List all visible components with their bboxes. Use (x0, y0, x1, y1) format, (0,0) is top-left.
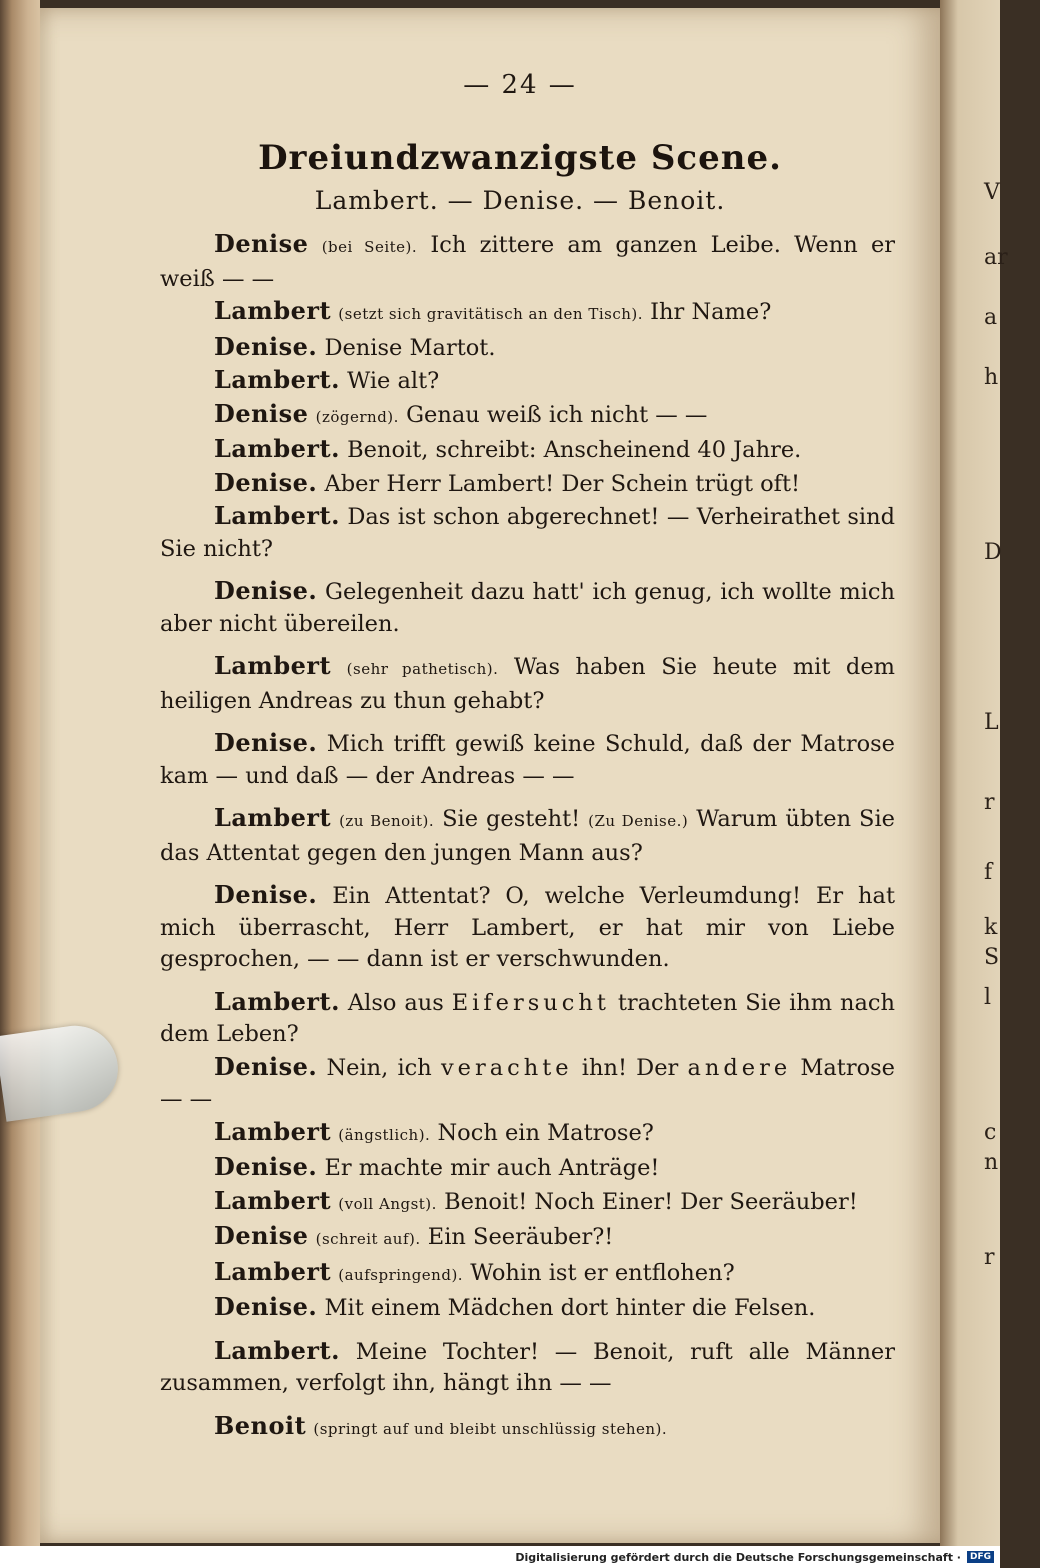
dialogue-entry (160, 986, 895, 1051)
next-page-glyph: c (984, 1120, 997, 1145)
dialogue-text: Benoit! Noch Einer! Der Seeräuber! (444, 1188, 858, 1215)
dialogue-text: Matrose — — (160, 1054, 895, 1112)
dialogue-text: ihn! Der (581, 1054, 679, 1081)
dialogue-entry (160, 433, 895, 467)
speaker-name: Lambert (214, 651, 332, 680)
dialogue-entry (160, 802, 895, 869)
next-page-glyph: V (984, 180, 1000, 205)
speaker-name: Lambert. (214, 501, 340, 530)
speaker-name: Lambert. (214, 365, 340, 394)
dialogue-text: Gelegenheit dazu hatt' ich genug, ich wollte mich aber nicht übereilen. (160, 579, 896, 637)
dialogue-text: Aber Herr Lambert! Der Schein trügt oft! (324, 470, 801, 497)
speaker-name: Denise. (214, 1292, 318, 1321)
stage-direction: (aufspringend). (338, 1265, 464, 1284)
next-page-edge (940, 0, 1000, 1550)
stage-direction: (zu Benoit). (339, 812, 435, 830)
dialogue-text: Denise Martot. (324, 334, 496, 361)
dialogue-text: Genau weiß ich nicht — — (406, 401, 708, 428)
speaker-name: Lambert (214, 1256, 332, 1286)
dialogue-text: Nein, ich (326, 1054, 432, 1081)
dialogue-text: Ihr Name? (650, 299, 772, 325)
stage-direction: (bei Seite). (321, 238, 418, 256)
scene-title: Dreiundzwanzigste Scene. (258, 138, 782, 178)
dialogue-entry (160, 331, 895, 365)
dialogue-entry (160, 228, 895, 295)
speaker-name: Denise. (214, 1051, 318, 1081)
dialogue-entry (160, 295, 895, 331)
book-edge (0, 0, 40, 1568)
next-page-glyph: ar (984, 245, 1008, 270)
dialogue-entry (160, 1185, 895, 1221)
next-page-glyph: S (984, 945, 1000, 970)
footer-bar (0, 1546, 1000, 1568)
dialogue-text: Er machte mir auch Anträge! (324, 1155, 660, 1181)
stage-direction: (setzt sich gravitätisch an den Tisch). (338, 305, 644, 323)
page-number: — 24 — (463, 70, 577, 100)
speaker-name: Lambert (214, 803, 332, 832)
stage-direction: (schreit auf). (315, 1230, 421, 1248)
next-page-glyph: r (984, 1245, 995, 1270)
dialogue-text: Noch ein Matrose? (437, 1119, 654, 1146)
speaker-name: Lambert (214, 1185, 332, 1215)
dialogue-entry (160, 500, 895, 565)
next-page-glyph: L (984, 710, 999, 735)
speaker-name: Denise. (214, 1152, 318, 1181)
stage-direction: (springt auf und bleibt unschlüssig stehen). (313, 1419, 668, 1438)
dialogue-text: Ein Attentat? O, welche Verleumdung! Er hat mich überrascht, Herr Lambert, er hat mir von Liebe gesprochen, — — dann ist er verschwunden. (160, 883, 895, 972)
dialogue-entry (160, 398, 895, 434)
next-page-glyph: D (984, 540, 1002, 565)
dialogue-text: trachteten Sie ihm nach dem Leben? (160, 989, 896, 1047)
dialogue-text: Also aus (347, 989, 444, 1016)
speaker-name: Denise. (214, 728, 318, 757)
emphasized-word: Eifersucht (451, 989, 610, 1016)
emphasized-word: verachte (440, 1054, 573, 1081)
dialogue-text: Ein Seeräuber?! (427, 1224, 614, 1250)
dfg-logo: DFG (967, 1551, 994, 1563)
speaker-name: Lambert (214, 296, 332, 325)
speaker-name: Denise. (214, 880, 318, 909)
speaker-name: Denise. (214, 467, 318, 497)
speaker-name: Lambert. (214, 986, 340, 1016)
speaker-name: Lambert. (214, 434, 340, 463)
speaker-name: Benoit (214, 1410, 307, 1440)
dialogue-entry (160, 1220, 895, 1256)
dialogue-text: Wie alt? (347, 368, 440, 394)
stage-direction: (voll Angst). (338, 1194, 437, 1213)
dialogue-text: Ich zittere am ganzen Leibe. Wenn er weiß — — (160, 232, 896, 292)
stage-direction: (ängstlich). (338, 1125, 431, 1144)
dialogue-entry (160, 467, 895, 501)
speaker-name: Denise (214, 398, 309, 428)
footer-credit: Digitalisierung gefördert durch die Deutsche Forschungsgemeinschaft · (515, 1550, 961, 1564)
dialogue-entry (160, 727, 895, 792)
dialogue-text: Benoit, schreibt: Anscheinend 40 Jahre. (347, 437, 802, 463)
dialogue-entry (160, 364, 895, 398)
dialogue-entry (160, 1291, 895, 1325)
next-page-glyph: h (984, 365, 999, 390)
next-page-glyph: k (984, 915, 998, 940)
dialogue-text: Meine Tochter! — Benoit, ruft alle Männer zusammen, verfolgt ihn, hängt ihn — — (160, 1338, 896, 1396)
dialogue-entry (160, 1410, 895, 1446)
dialogue-entry (160, 1256, 895, 1292)
scene-characters: Lambert. — Denise. — Benoit. (314, 186, 726, 215)
next-page-glyph: n (984, 1150, 999, 1175)
dialogue-text: Das ist schon abgerechnet! — Verheirathet sind Sie nicht? (160, 504, 896, 562)
dialogue-entry (160, 1051, 895, 1116)
dialogue-block (160, 228, 895, 1445)
stage-direction: (sehr pathetisch). (346, 660, 499, 678)
speaker-name: Lambert. (214, 1335, 340, 1365)
next-page-glyph: l (984, 985, 992, 1010)
dialogue-entry (160, 650, 895, 717)
next-page-glyph: a (984, 305, 998, 330)
speaker-name: Denise (214, 1221, 309, 1250)
speaker-name: Denise. (214, 576, 318, 605)
dialogue-text: Warum übten Sie das Attentat gegen den jungen Mann aus? (160, 806, 895, 866)
dialogue-text: Sie gesteht! (442, 806, 581, 832)
speaker-name: Denise. (214, 331, 318, 361)
emphasized-word: andere (687, 1054, 792, 1081)
dialogue-entry (160, 1116, 895, 1152)
dialogue-text: Was haben Sie heute mit dem heiligen Andreas zu thun gehabt? (160, 654, 895, 714)
dialogue-entry (160, 1151, 895, 1185)
next-page-glyph: r (984, 790, 995, 815)
next-page-glyph: f (984, 860, 993, 885)
dialogue-text: Wohin ist er entflohen? (470, 1259, 735, 1286)
dialogue-text: Mich trifft gewiß keine Schuld, daß der Matrose kam — und daß — der Andreas — — (160, 731, 895, 789)
dialogue-entry (160, 1335, 895, 1400)
dialogue-entry (160, 575, 895, 640)
dialogue-text: Mit einem Mädchen dort hinter die Felsen. (324, 1295, 816, 1321)
speaker-name: Denise (214, 229, 309, 258)
dialogue-entry (160, 879, 895, 976)
stage-direction: (zögernd). (315, 407, 399, 426)
speaker-name: Lambert (214, 1116, 332, 1146)
stage-direction: (Zu Denise.) (588, 812, 689, 830)
